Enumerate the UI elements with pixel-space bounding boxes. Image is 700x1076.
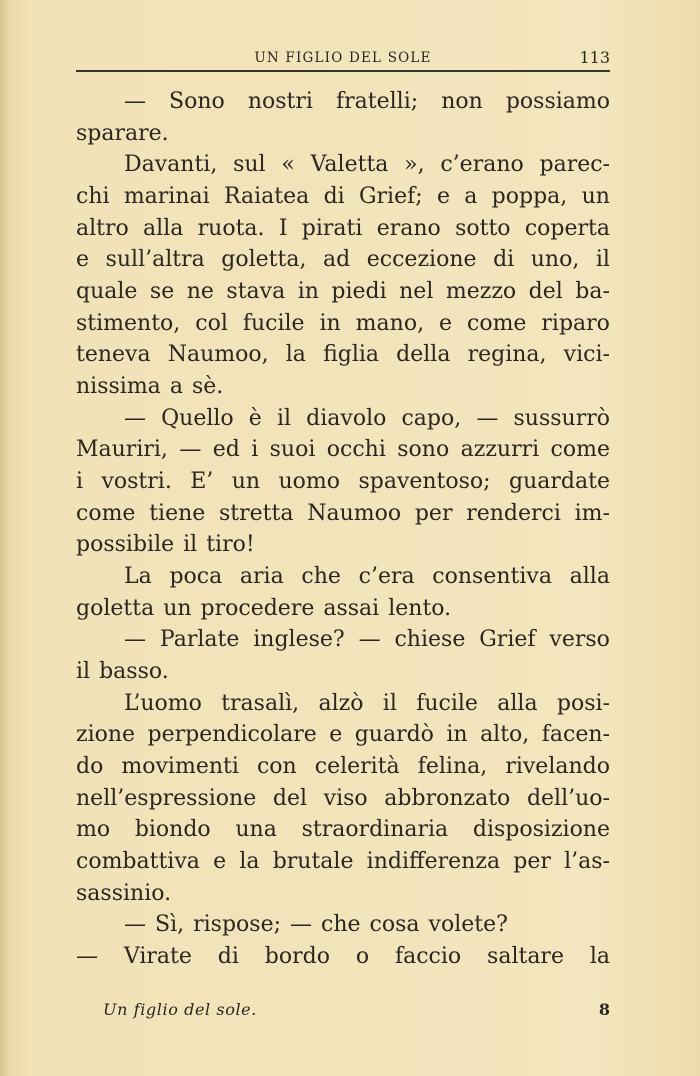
footer-book-title: Un figlio del sole.: [103, 1000, 257, 1019]
text-line: mo biondo una straordinaria disposizione: [76, 817, 610, 843]
text-line: il basso.: [76, 659, 169, 685]
page-number: 113: [579, 48, 610, 67]
text-line: — Quello è il diavolo capo, — sussurrò: [124, 405, 610, 431]
page-binding-shadow: [0, 0, 10, 1076]
text-line: altro alla ruota. I pirati erano sotto coperta: [76, 215, 610, 241]
text-line: teneva Naumoo, la figlia della regina, vici-: [76, 342, 610, 368]
text-line: La poca aria che c’era consentiva alla: [124, 564, 610, 590]
header-rule: [76, 70, 610, 72]
text-line: i vostri. E’ un uomo spaventoso; guardate: [76, 469, 610, 495]
text-line: zione perpendicolare e guardò in alto, facen-: [76, 722, 610, 748]
text-line: possibile il tiro!: [76, 532, 255, 558]
text-line: goletta un procedere assai lento.: [76, 595, 452, 621]
running-head: [76, 46, 610, 68]
footer: [103, 998, 610, 1024]
text-line: combattiva e la brutale indifferenza per l’as-: [76, 849, 610, 875]
text-line: do movimenti con celerità felina, rivelando: [76, 754, 610, 780]
text-line: — Sono nostri fratelli; non possiamo: [124, 89, 610, 114]
text-line: stimento, col fucile in mano, e come riparo: [76, 310, 610, 336]
text-line: — Sì, rispose; — che cosa volete?: [124, 912, 508, 938]
text-line: — Parlate inglese? — chiese Grief verso: [124, 627, 610, 653]
running-title: UN FIGLIO DEL SOLE: [254, 50, 432, 66]
text-line: sassinio.: [76, 880, 172, 906]
text-line: — Virate di bordo o faccio saltare la: [76, 944, 610, 970]
body-text: [76, 86, 610, 973]
text-line: sparare.: [76, 120, 169, 146]
text-line: nell’espressione del viso abbronzato dell’uo-: [76, 785, 610, 811]
text-line: e sull’altra goletta, ad eccezione di uno, il: [76, 247, 610, 273]
text-line: Davanti, sul « Valetta », c’erano parec-: [124, 152, 610, 178]
text-line: L’uomo trasalì, alzò il fucile alla posi-: [124, 690, 610, 716]
text-line: quale se ne stava in piedi nel mezzo del ba-: [76, 279, 610, 305]
text-line: Mauriri, — ed i suoi occhi sono azzurri come: [76, 437, 610, 463]
signature-mark: 8: [598, 1000, 610, 1019]
text-line: nissima a sè.: [76, 374, 224, 400]
text-line: come tiene stretta Naumoo per renderci im-: [76, 500, 610, 526]
text-line: chi marinai Raiatea di Grief; e a poppa, un: [76, 184, 610, 210]
